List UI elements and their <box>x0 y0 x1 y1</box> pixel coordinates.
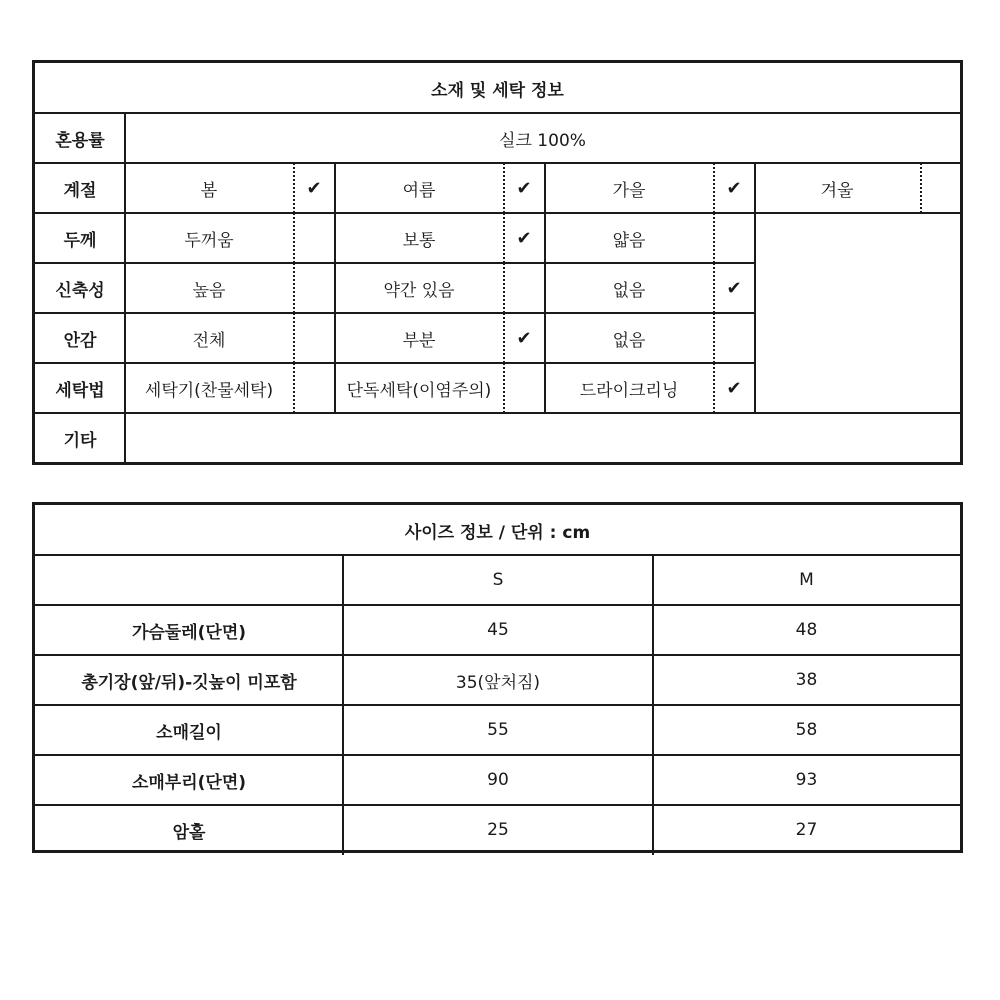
col-divider <box>754 213 756 263</box>
option-label: 겨울 <box>820 180 854 201</box>
option-label: 드라이크리닝 <box>579 380 679 401</box>
measurement-label: 암홀 <box>172 822 206 843</box>
size-column-header: S <box>492 570 504 590</box>
label-divider <box>124 313 126 363</box>
measurement-value: 58 <box>795 720 818 740</box>
row-label: 신축성 <box>55 280 105 301</box>
check-mark-icon: ✔ <box>726 277 742 299</box>
check-cell[interactable] <box>503 213 545 263</box>
measurement-label: 가슴둘레(단면) <box>131 622 247 643</box>
col-divider <box>754 363 756 413</box>
option-label: 없음 <box>612 330 646 351</box>
option-label: 보통 <box>402 230 436 251</box>
measurement-value: 55 <box>487 720 509 740</box>
label-divider <box>124 363 126 413</box>
option-label: 부분 <box>402 330 436 351</box>
row-value: 실크 100% <box>499 130 586 151</box>
label-divider <box>124 163 126 213</box>
option-label: 두꺼움 <box>184 230 234 251</box>
measurement-value: 93 <box>795 770 818 790</box>
material-table <box>32 60 963 465</box>
measurement-label: 총기장(앞/뒤)-깃높이 미포함 <box>81 672 297 693</box>
check-cell[interactable] <box>293 213 335 263</box>
option-label: 가을 <box>612 180 646 201</box>
measurement-label: 소매길이 <box>156 722 222 743</box>
row-label: 계절 <box>63 180 97 201</box>
check-mark-icon: ✔ <box>726 377 742 399</box>
option-label: 단독세탁(이염주의) <box>346 380 492 401</box>
col-divider <box>652 555 654 855</box>
check-cell[interactable] <box>920 163 960 213</box>
material-title: 소재 및 세탁 정보 <box>431 80 564 101</box>
col-divider <box>754 313 756 363</box>
check-mark-icon: ✔ <box>516 177 532 199</box>
option-label: 높음 <box>192 280 226 301</box>
check-cell[interactable] <box>713 163 755 213</box>
row-label: 두께 <box>63 230 97 251</box>
check-cell[interactable] <box>503 163 545 213</box>
measurement-value: 35(앞처짐) <box>455 672 541 693</box>
measurement-value: 48 <box>795 620 818 640</box>
check-cell[interactable] <box>713 313 755 363</box>
check-cell[interactable] <box>713 363 755 413</box>
size-title: 사이즈 정보 / 단위 : cm <box>404 522 591 543</box>
check-cell[interactable] <box>293 313 335 363</box>
measurement-value: 27 <box>795 820 818 840</box>
check-cell[interactable] <box>503 363 545 413</box>
row-value <box>125 413 960 463</box>
option-label: 봄 <box>200 180 218 201</box>
check-cell[interactable] <box>713 213 755 263</box>
check-cell[interactable] <box>293 263 335 313</box>
option-label: 약간 있음 <box>383 280 455 301</box>
row-label: 기타 <box>63 430 97 451</box>
measurement-value: 90 <box>487 770 509 790</box>
size-table <box>32 502 963 853</box>
row-label: 혼용률 <box>55 130 105 151</box>
measurement-value: 38 <box>795 670 818 690</box>
measurement-value: 25 <box>487 820 509 840</box>
measurement-value: 45 <box>487 620 509 640</box>
option-label: 여름 <box>402 180 436 201</box>
size-column-header: M <box>799 570 814 590</box>
row-label: 세탁법 <box>55 380 105 401</box>
option-label: 없음 <box>612 280 646 301</box>
check-cell[interactable] <box>293 163 335 213</box>
check-mark-icon: ✔ <box>516 327 532 349</box>
option-label: 세탁기(찬물세탁) <box>144 380 274 401</box>
label-divider <box>124 213 126 263</box>
check-mark-icon: ✔ <box>516 227 532 249</box>
option-label: 얇음 <box>612 230 646 251</box>
check-mark-icon: ✔ <box>726 177 742 199</box>
col-divider <box>754 263 756 313</box>
check-cell[interactable] <box>713 263 755 313</box>
check-cell[interactable] <box>503 263 545 313</box>
row-label: 안감 <box>63 330 97 351</box>
check-cell[interactable] <box>293 363 335 413</box>
label-divider <box>124 113 126 163</box>
col-divider <box>342 555 344 855</box>
check-cell[interactable] <box>503 313 545 363</box>
label-divider <box>124 413 126 463</box>
check-mark-icon: ✔ <box>306 177 322 199</box>
option-label: 전체 <box>192 330 226 351</box>
measurement-label: 소매부리(단면) <box>131 772 247 793</box>
label-divider <box>124 263 126 313</box>
